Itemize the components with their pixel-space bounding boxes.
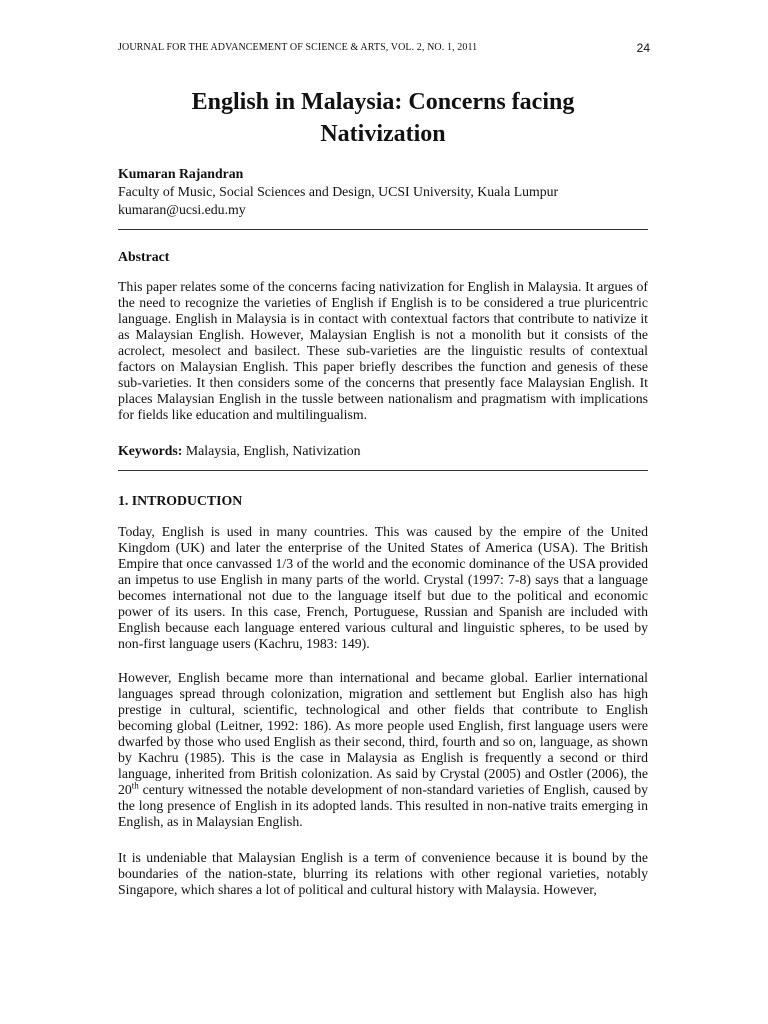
abstract-heading: Abstract bbox=[118, 249, 170, 264]
paper-title bbox=[118, 86, 648, 150]
divider-top bbox=[118, 229, 648, 230]
introduction-heading: 1. INTRODUCTION bbox=[118, 493, 243, 508]
keywords-values: Malaysia, English, Nativization bbox=[185, 443, 361, 458]
keywords-line bbox=[118, 443, 648, 459]
intro-paragraph-3: It is undeniable that Malaysian English is a term of convenience because it is bound by the boundaries of the nation-state, blurring its relations with other regional varieties, notably Singapore, which shares a lot of political and cultural history with Malaysia. However, bbox=[118, 850, 648, 897]
title-line-2: Nativization bbox=[320, 121, 446, 147]
author-block bbox=[118, 165, 648, 219]
divider-bottom bbox=[118, 470, 648, 471]
abstract-text: This paper relates some of the concerns facing nativization for English in Malaysia. It argues of the need to recognize the varieties of English if English is to be considered a true pluricentric language. English in Malaysia is in contact with contextual factors that contribute to nativize it as Malaysian English. However, Malaysian English is not a monolith but it consists of the acrolect, mesolect and basilect. These sub-varieties are the linguistic results of contextual factors on Malaysian English. This paper briefly describes the function and genesis of these sub-varieties. It then considers some of the concerns that presently face Malaysian English. It places Malaysian English in the tussle between nationalism and pragmatism with implications for fields like education and multilingualism. bbox=[118, 279, 648, 422]
author-name: Kumaran Rajandran bbox=[118, 166, 244, 181]
intro-paragraph-1: Today, English is used in many countries. This was caused by the empire of the United Kingdom (UK) and later the enterprise of the United States of America (USA). The British Empire that once canvassed 1/3 of the world and the economic dominance of the USA provided an impetus to use English in many parts of the world. Crystal (1997: 7-8) says that a language becomes international not due to the language itself but due to the political and economic power of its users. In this case, French, Portuguese, Russian and Spanish are included with English because each language entered various cultural and linguistic spheres, to be used by non-first language users (Kachru, 1983: 149). bbox=[118, 524, 648, 651]
title-line-1: English in Malaysia: Concerns facing bbox=[191, 89, 575, 115]
intro-paragraph-2-part-2: century witnessed the notable development of non-standard varieties of English, caused by the long presence of English in its adopted lands. This resulted in non-native traits emerging in English, as in Malaysian English. bbox=[118, 782, 648, 829]
page-number: 24 bbox=[636, 41, 650, 55]
superscript-th: th bbox=[131, 780, 139, 791]
intro-paragraph-2 bbox=[118, 670, 648, 830]
author-email: kumaran@ucsi.edu.my bbox=[118, 202, 246, 217]
author-affiliation: Faculty of Music, Social Sciences and Design, UCSI University, Kuala Lumpur bbox=[118, 184, 559, 199]
keywords-label: Keywords: bbox=[118, 443, 183, 458]
running-head: JOURNAL FOR THE ADVANCEMENT OF SCIENCE & ARTS, VOL. 2, NO. 1, 2011 bbox=[118, 42, 478, 53]
intro-paragraph-2-part-1: However, English became more than international and became global. Earlier international languages spread through colonization, migration and settlement but English also has high prestige in cultural, scientific, technological and other fields that contribute to English becoming global (Leitner, 1992: 186). As more people used English, first language users were dwarfed by those who used English as their second, third, fourth and so on, language, as shown by Kachru (1985). This is the case in Malaysia as English is frequently a second or third language, inherited from British colonization. As said by Crystal (2005) and Ostler (2006), the 20 bbox=[118, 670, 648, 797]
